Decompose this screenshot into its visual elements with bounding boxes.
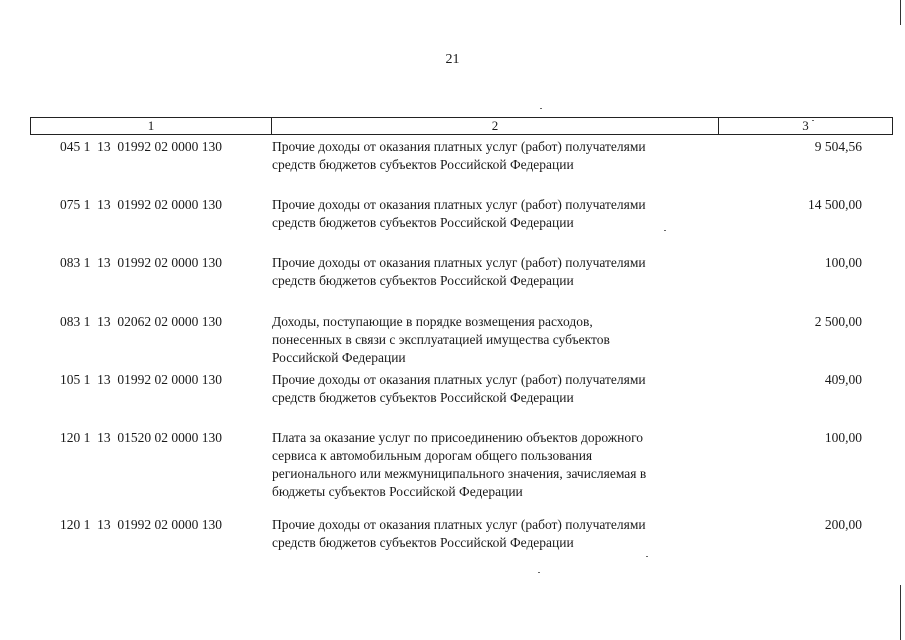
description-line: регионального или межмуниципального значения, зачисляемая в bbox=[272, 466, 647, 481]
amount: 14 500,00 bbox=[808, 197, 862, 212]
description-line: средств бюджетов субъектов Российской Федерации bbox=[272, 535, 574, 550]
amount: 409,00 bbox=[824, 372, 862, 387]
income-description bbox=[272, 138, 712, 174]
description-line: бюджеты субъектов Российской Федерации bbox=[272, 484, 523, 499]
scan-speck bbox=[646, 556, 648, 557]
description-line: Плата за оказание услуг по присоединению объектов дорожного bbox=[272, 430, 644, 445]
classification-code: 120 1 13 01520 02 0000 130 bbox=[60, 430, 222, 445]
description-line: Прочие доходы от оказания платных услуг (работ) получателями bbox=[272, 372, 646, 387]
amount: 100,00 bbox=[824, 430, 862, 445]
income-description bbox=[272, 429, 712, 501]
income-description bbox=[272, 516, 712, 552]
income-description bbox=[272, 254, 712, 290]
description-line: сервиса к автомобильным дорогам общего пользования bbox=[272, 448, 593, 463]
description-line: Прочие доходы от оказания платных услуг (работ) получателями bbox=[272, 517, 646, 532]
description-line: средств бюджетов субъектов Российской Федерации bbox=[272, 157, 574, 172]
amount: 100,00 bbox=[824, 255, 862, 270]
income-description bbox=[272, 371, 712, 407]
scan-edge-line bbox=[900, 585, 901, 640]
scan-speck bbox=[538, 572, 540, 573]
header-col-3: 3 bbox=[802, 118, 809, 133]
description-line: Доходы, поступающие в порядке возмещения расходов, bbox=[272, 314, 593, 329]
description-line: Российской Федерации bbox=[272, 350, 406, 365]
scan-edge-line bbox=[900, 0, 901, 25]
income-description bbox=[272, 313, 712, 367]
header-col-2: 2 bbox=[272, 118, 719, 134]
header-col-1: 1 bbox=[31, 118, 272, 134]
table-header bbox=[30, 117, 893, 135]
description-line: средств бюджетов субъектов Российской Федерации bbox=[272, 390, 574, 405]
description-line: Прочие доходы от оказания платных услуг (работ) получателями bbox=[272, 255, 646, 270]
amount: 9 504,56 bbox=[814, 139, 862, 154]
scan-speck bbox=[664, 230, 666, 231]
amount: 2 500,00 bbox=[814, 314, 862, 329]
description-line: понесенных в связи с эксплуатацией имущества субъектов bbox=[272, 332, 610, 347]
description-line: Прочие доходы от оказания платных услуг (работ) получателями bbox=[272, 197, 646, 212]
description-line: средств бюджетов субъектов Российской Федерации bbox=[272, 273, 574, 288]
classification-code: 105 1 13 01992 02 0000 130 bbox=[60, 372, 222, 387]
scan-speck bbox=[812, 120, 814, 121]
description-line: Прочие доходы от оказания платных услуг (работ) получателями bbox=[272, 139, 646, 154]
scan-speck bbox=[540, 108, 542, 109]
income-description bbox=[272, 196, 712, 232]
page-number: 21 bbox=[445, 52, 460, 67]
classification-code: 083 1 13 01992 02 0000 130 bbox=[60, 255, 222, 270]
classification-code: 075 1 13 01992 02 0000 130 bbox=[60, 197, 222, 212]
classification-code: 083 1 13 02062 02 0000 130 bbox=[60, 314, 222, 329]
classification-code: 120 1 13 01992 02 0000 130 bbox=[60, 517, 222, 532]
classification-code: 045 1 13 01992 02 0000 130 bbox=[60, 139, 222, 154]
amount: 200,00 bbox=[824, 517, 862, 532]
description-line: средств бюджетов субъектов Российской Федерации bbox=[272, 215, 574, 230]
